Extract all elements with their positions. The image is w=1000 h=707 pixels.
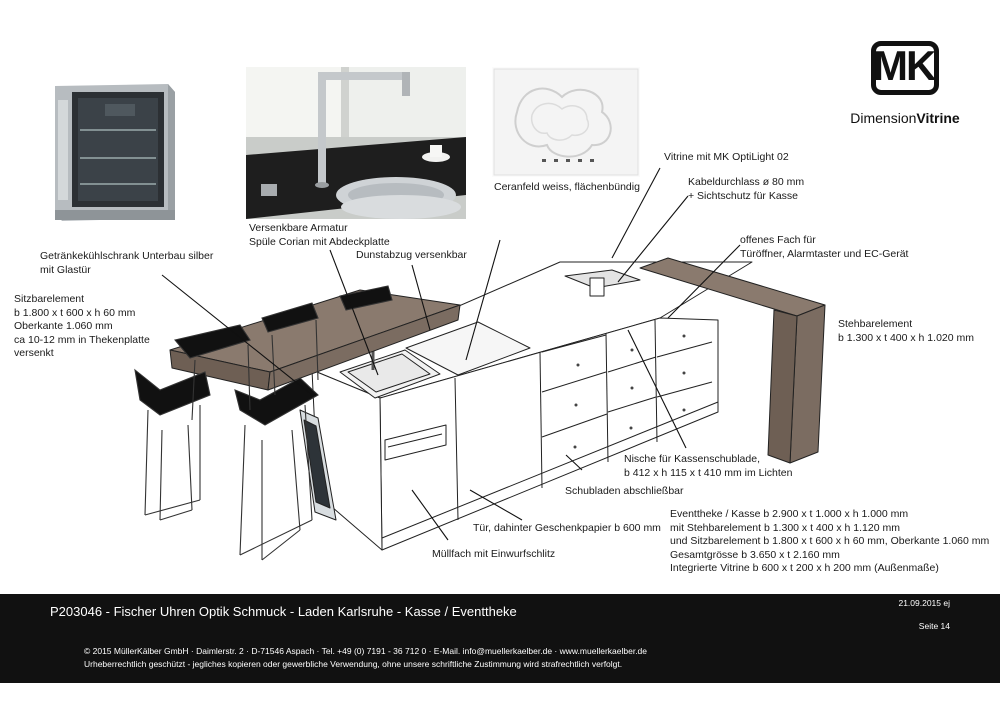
label-faucet: Versenkbare Armatur Spüle Corian mit Abdeckplatte xyxy=(249,222,390,248)
date: 21.09.2015 ej xyxy=(898,598,950,608)
label-open-compartment: offenes Fach für Türöffner, Alarmtaster und EC-Gerät xyxy=(740,234,909,260)
label-seating-bar: Sitzbarelement b 1.800 x t 600 x h 60 mm Oberkante 1.060 mm ca 10-12 mm in Thekenplatte versenkt xyxy=(14,293,150,359)
label-extractor: Dunstabzug versenkbar xyxy=(356,249,467,261)
project-title: P203046 - Fischer Uhren Optik Schmuck - Laden Karlsruhe - Kasse / Eventtheke xyxy=(50,604,517,619)
label-fridge: Getränkekühlschrank Unterbau silber mit Glastür xyxy=(40,250,214,276)
legal-notice: Urheberrechtlich geschützt - jegliches kopieren oder gewerbliche Verwendung, ohne unsere schriftliche Zustimmung wird strafrechtlich verfolgt. xyxy=(84,659,623,669)
footer-bar xyxy=(0,594,1000,683)
label-cable: Kabeldurchlass ø 80 mm + Sichtschutz für Kasse xyxy=(688,176,805,202)
label-cash-niche: Nische für Kassenschublade, b 412 x h 115 x t 410 mm im Lichten xyxy=(624,453,793,479)
brand-light: Dimension xyxy=(850,110,917,126)
logo-letters: MK xyxy=(873,42,935,89)
page-number: Seite 14 xyxy=(918,621,950,631)
label-door: Tür, dahinter Geschenkpapier b 600 mm xyxy=(473,522,661,534)
summary-block: Eventtheke / Kasse b 2.900 x t 1.000 x h 1.000 mm mit Stehbarelement b 1.300 x t 400 x h 1.120 mm und Sitzbarelement b 1.800 x t 600 x h 60 mm, Oberkante 1.060 mm Gesamtgrösse b 3.650 x t 2.160 mm Integrierte Vitrine b 600 x t 200 x h 200 mm (Außenmaße) xyxy=(670,508,990,574)
label-cooktop: Ceranfeld weiss, flächenbündig xyxy=(494,181,640,193)
label-standing-bar: Stehbarelement b 1.300 x t 400 x h 1.020 mm xyxy=(838,318,974,344)
label-drawers: Schubladen abschließbar xyxy=(565,485,684,497)
copyright: © 2015 MüllerKälber GmbH · Daimlerstr. 2 · D-71546 Aspach · Tel. +49 (0) 7191 - 36 712 0 · E-Mail. info@muellerkaelber.de · www.muellerkaelber.de xyxy=(84,646,648,656)
brand-bold: Vitrine xyxy=(916,110,960,126)
label-waste: Müllfach mit Einwurfschlitz xyxy=(432,548,556,560)
label-vitrine: Vitrine mit MK OptiLight 02 xyxy=(664,151,789,163)
